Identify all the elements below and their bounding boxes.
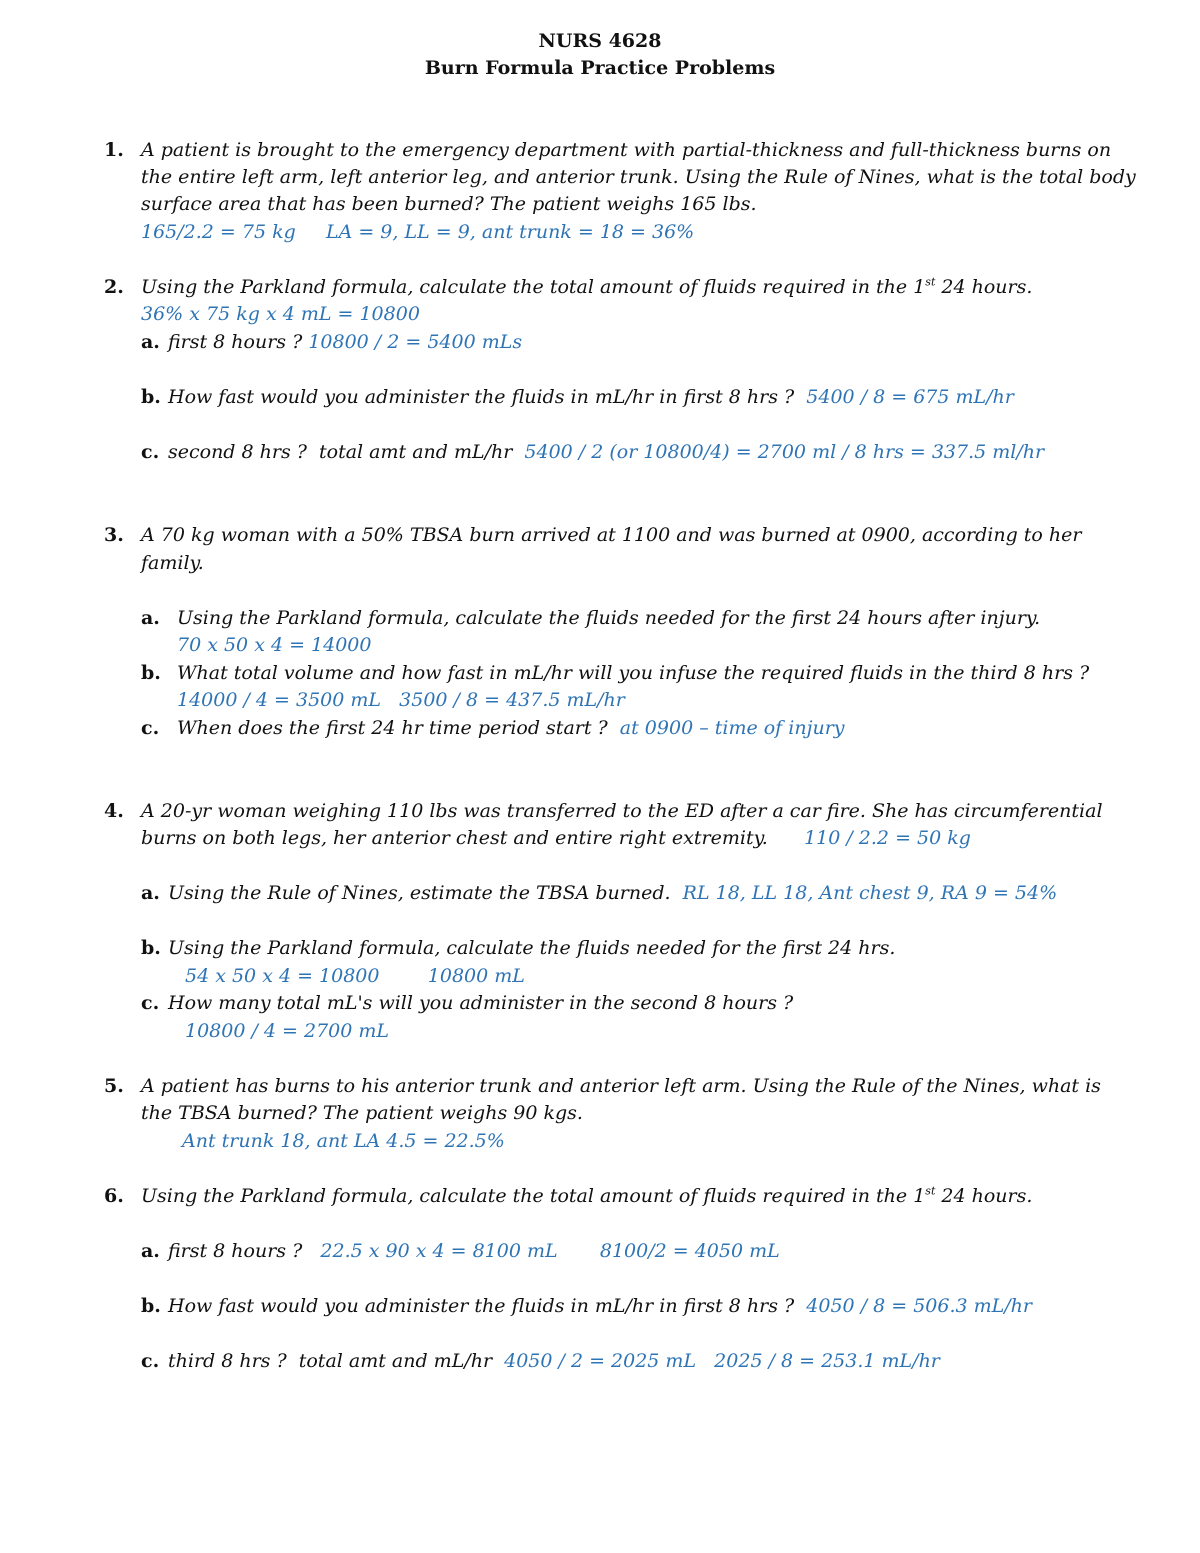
part-answer: 4050 / 2 = 2025 mL 2025 / 8 = 253.1 mL/hr <box>504 1350 940 1372</box>
problem-4-line-2 <box>141 825 971 852</box>
problem-3-line-1 <box>104 522 1081 549</box>
part-answer: at 0900 – time of injury <box>619 717 845 739</box>
part-label: c. <box>141 992 160 1014</box>
problem-2-question-end: 24 hours. <box>935 276 1033 298</box>
part-answer: 5400 / 2 (or 10800/4) = 2700 ml / 8 hrs = 337.5 ml/hr <box>524 441 1045 463</box>
problem-2-line-1 <box>104 274 1032 301</box>
part-question: When does the first 24 hr time period start ? <box>177 717 620 739</box>
problem-4-question-line: burns on both legs, her anterior chest and entire right extremity. <box>141 827 805 849</box>
problem-3-part-b <box>141 660 1089 687</box>
problem-6-part-c <box>141 1348 940 1375</box>
problem-4-line-1 <box>104 798 1103 825</box>
part-answer: RL 18, LL 18, Ant chest 9, RA 9 = 54% <box>682 882 1058 904</box>
problem-number: 2. <box>104 276 124 298</box>
problem-5-line-1 <box>104 1073 1101 1100</box>
page-title: Burn Formula Practice Problems <box>424 57 776 79</box>
part-label: a. <box>141 607 160 629</box>
part-label: b. <box>141 937 161 959</box>
problem-3-part-b-answer: 14000 / 4 = 3500 mL 3500 / 8 = 437.5 mL/hr <box>177 689 625 711</box>
problem-6-part-a <box>141 1238 780 1265</box>
problem-number: 5. <box>104 1075 124 1097</box>
part-question: first 8 hours ? <box>168 1240 321 1262</box>
problem-number: 3. <box>104 524 124 546</box>
problem-1-question-line: the entire left arm, left anterior leg, and anterior trunk. Using the Rule of Nines, what is the total body <box>141 166 1136 188</box>
part-question: How fast would you administer the fluids in mL/hr in first 8 hrs ? <box>168 1295 807 1317</box>
part-label: b. <box>141 386 161 408</box>
problem-6-part-b <box>141 1293 1032 1320</box>
problem-5-answer: Ant trunk 18, ant LA 4.5 = 22.5% <box>182 1130 505 1152</box>
part-label: c. <box>141 1350 160 1372</box>
problem-5-question-line: A patient has burns to his anterior trunk and anterior left arm. Using the Rule of the Nines, what is <box>141 1075 1101 1097</box>
superscript-st: st <box>925 1184 936 1198</box>
part-label: b. <box>141 662 161 684</box>
part-answer: 22.5 x 90 x 4 = 8100 mL 8100/2 = 4050 mL <box>320 1240 780 1262</box>
problem-3-part-a <box>141 605 1040 632</box>
problem-4-answer: 110 / 2.2 = 50 kg <box>804 827 971 849</box>
problem-number: 4. <box>104 800 124 822</box>
part-label: a. <box>141 882 160 904</box>
problem-3-part-c <box>141 715 845 742</box>
part-answer: 5400 / 8 = 675 mL/hr <box>806 386 1014 408</box>
problem-2-question: Using the Parkland formula, calculate the total amount of fluids required in the 1 <box>141 276 926 298</box>
problem-2-answer: 36% x 75 kg x 4 mL = 10800 <box>141 303 420 325</box>
part-question: Using the Parkland formula, calculate the fluids needed for the first 24 hrs. <box>168 937 896 959</box>
problem-2-part-b <box>141 384 1014 411</box>
part-answer: 4050 / 8 = 506.3 mL/hr <box>806 1295 1033 1317</box>
problem-3-part-a-answer: 70 x 50 x 4 = 14000 <box>177 634 372 656</box>
problem-number: 6. <box>104 1185 124 1207</box>
course-code: NURS 4628 <box>538 30 662 52</box>
problem-4-part-a <box>141 880 1057 907</box>
part-question: first 8 hours ? <box>168 331 309 353</box>
problem-6-question: Using the Parkland formula, calculate the total amount of fluids required in the 1 <box>141 1185 926 1207</box>
part-label: b. <box>141 1295 161 1317</box>
part-answer: 10800 / 2 = 5400 mLs <box>308 331 523 353</box>
problem-1-question-line: surface area that has been burned? The patient weighs 165 lbs. <box>141 193 757 215</box>
problem-1-answer: 165/2.2 = 75 kg LA = 9, LL = 9, ant trunk = 18 = 36% <box>141 221 695 243</box>
problem-number: 1. <box>104 139 124 161</box>
problem-4-question-line: A 20-yr woman weighing 110 lbs was transferred to the ED after a car fire. She has circumferential <box>141 800 1103 822</box>
problem-2-part-c <box>141 439 1044 466</box>
problem-3-question-line: A 70 kg woman with a 50% TBSA burn arrived at 1100 and was burned at 0900, according to her <box>141 524 1082 546</box>
part-question: Using the Parkland formula, calculate the fluids needed for the first 24 hours after injury. <box>177 607 1041 629</box>
part-question: How fast would you administer the fluids in mL/hr in first 8 hrs ? <box>168 386 807 408</box>
part-question: How many total mL's will you administer in the second 8 hours ? <box>168 992 794 1014</box>
problem-1-line-1 <box>104 137 1111 164</box>
part-question: second 8 hrs ? total amt and mL/hr <box>168 441 525 463</box>
problem-3-question-line: family. <box>141 552 204 574</box>
part-label: c. <box>141 717 160 739</box>
part-question: third 8 hrs ? total amt and mL/hr <box>168 1350 505 1372</box>
problem-1-question-line: A patient is brought to the emergency department with partial-thickness and full-thickness burns on <box>141 139 1112 161</box>
problem-6-line-1 <box>104 1183 1032 1210</box>
part-label: a. <box>141 331 160 353</box>
problem-4-part-c <box>141 990 793 1017</box>
part-label: c. <box>141 441 160 463</box>
part-question: Using the Rule of Nines, estimate the TBSA burned. <box>168 882 683 904</box>
problem-4-part-b <box>141 935 895 962</box>
problem-2-part-a <box>141 329 522 356</box>
problem-6-question-end: 24 hours. <box>935 1185 1033 1207</box>
problem-4-part-c-answer: 10800 / 4 = 2700 mL <box>185 1020 390 1042</box>
part-question: What total volume and how fast in mL/hr will you infuse the required fluids in the third 8 hrs ? <box>177 662 1090 684</box>
problem-4-part-b-answer: 54 x 50 x 4 = 10800 10800 mL <box>185 965 525 987</box>
superscript-st: st <box>925 275 936 289</box>
problem-5-question-line: the TBSA burned? The patient weighs 90 kgs. <box>141 1102 583 1124</box>
part-label: a. <box>141 1240 160 1262</box>
